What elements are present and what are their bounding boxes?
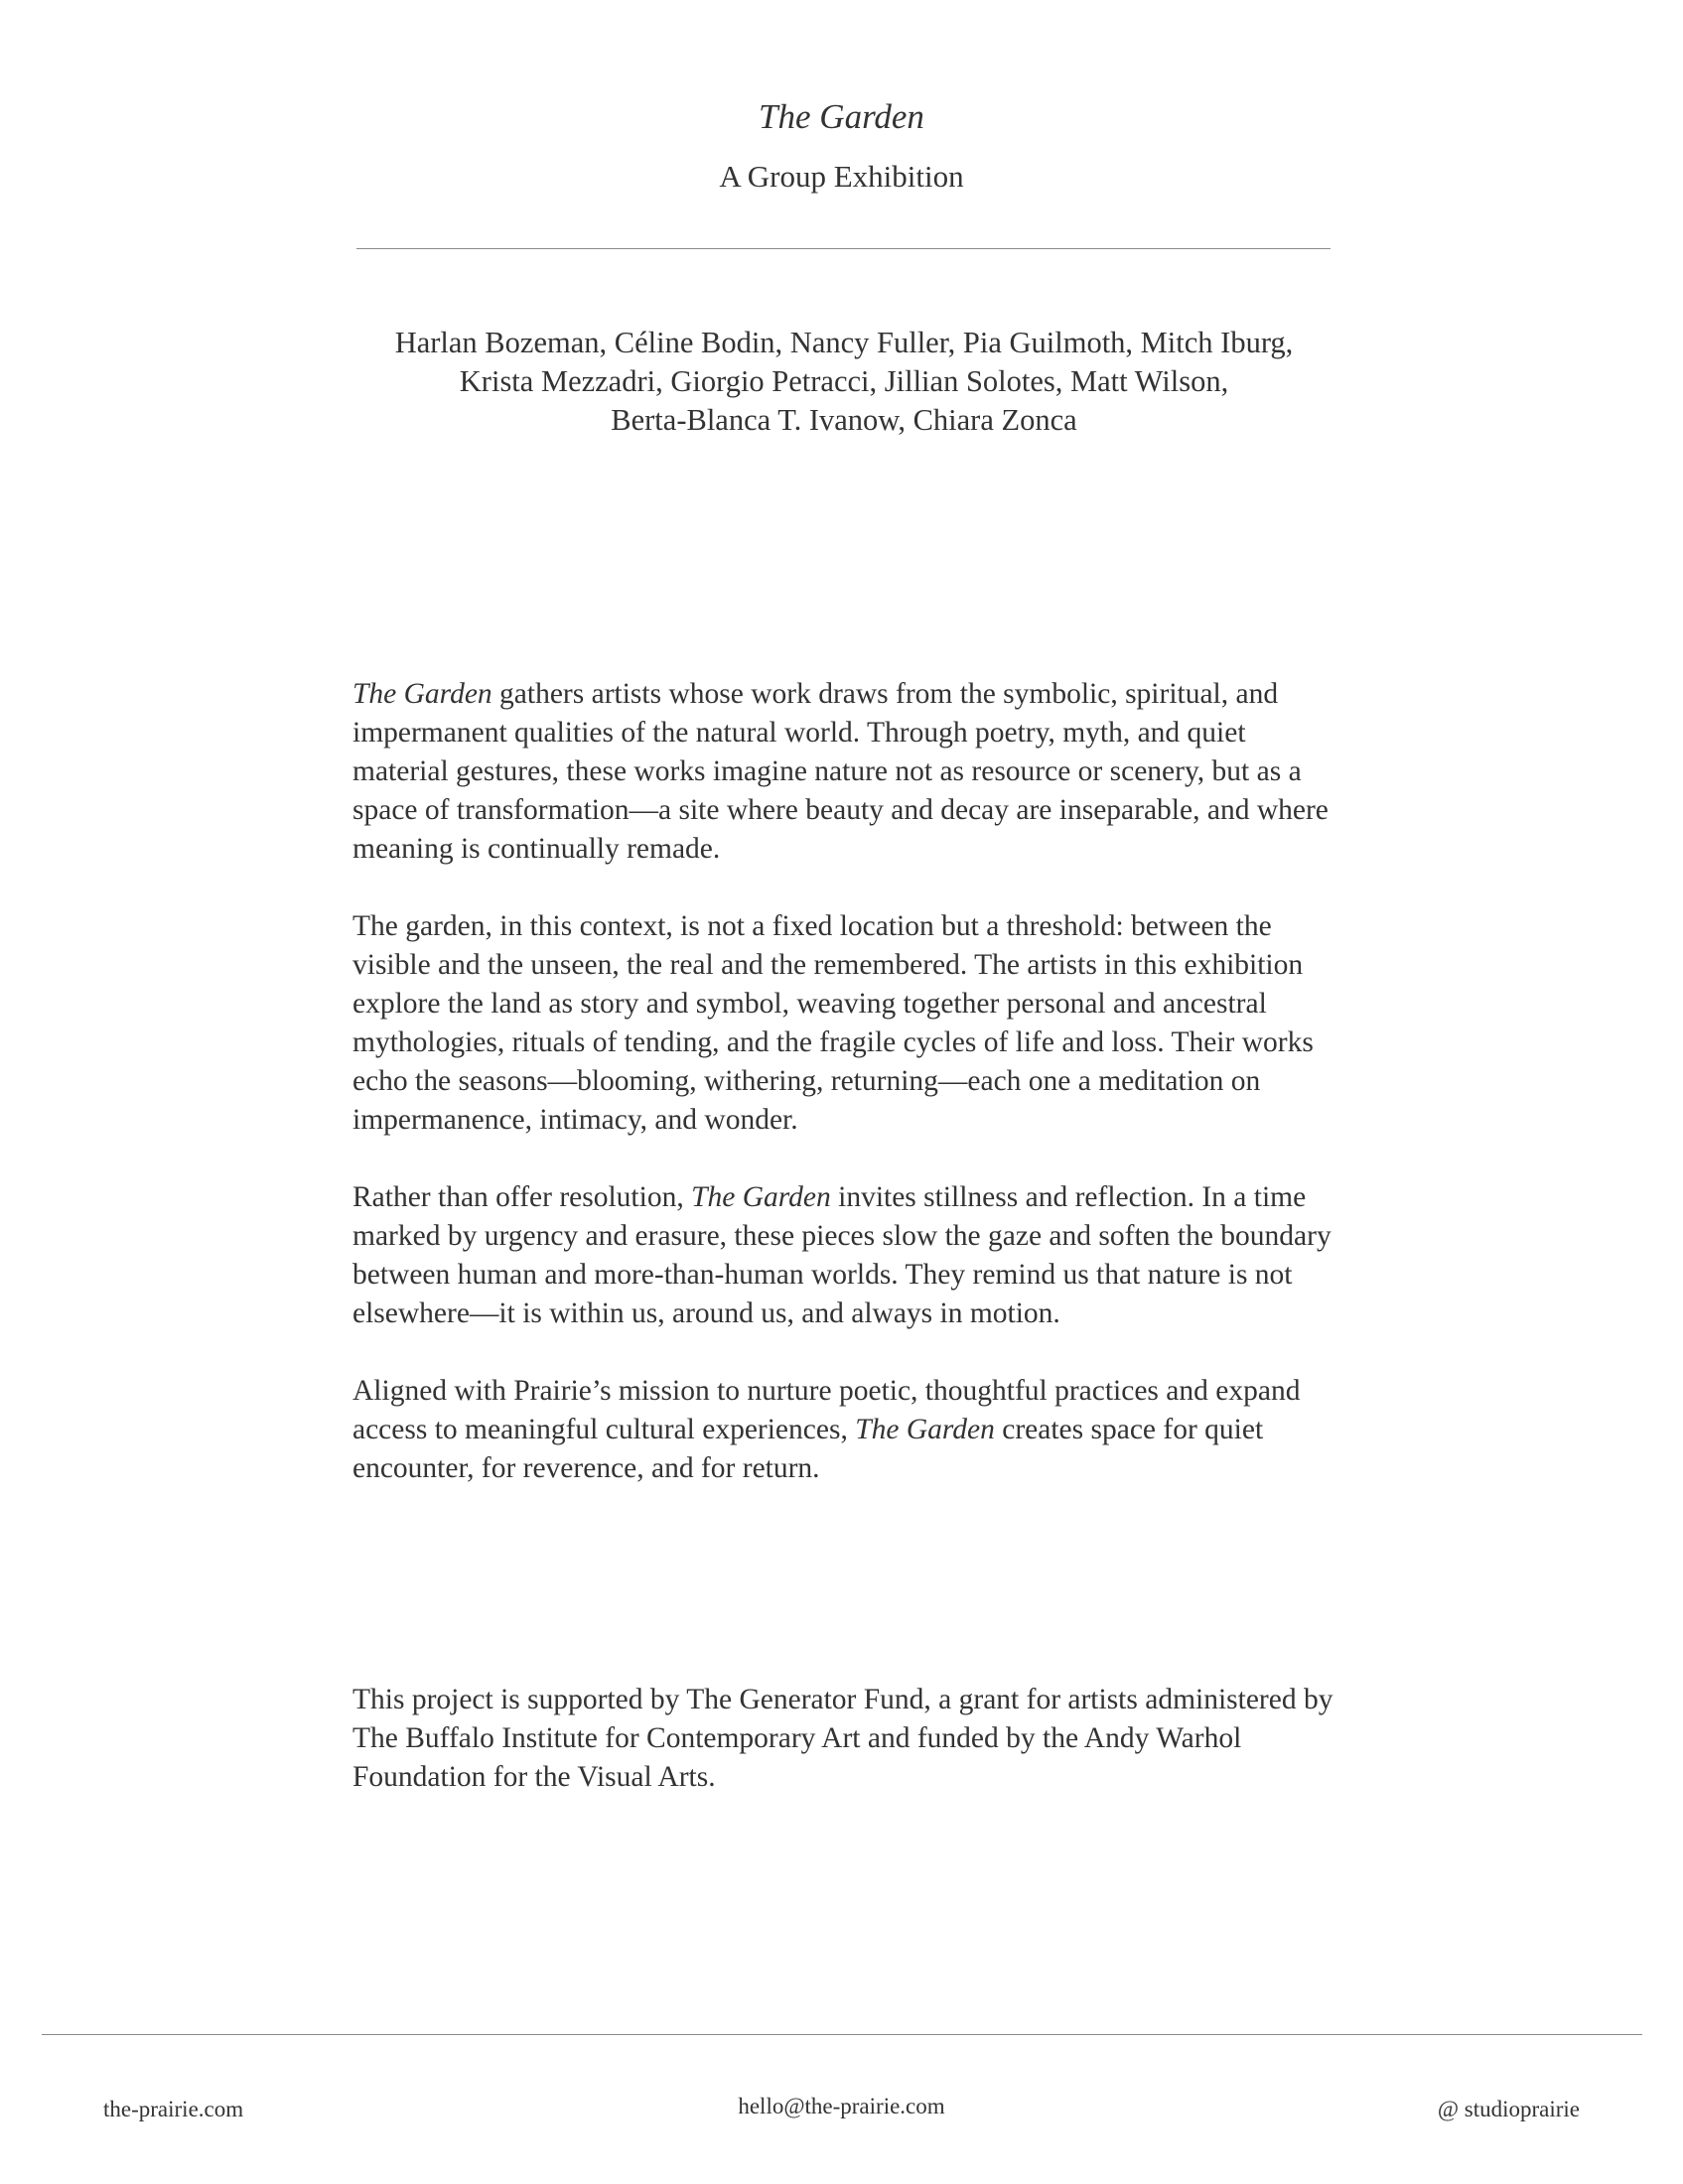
title-reference: The Garden bbox=[691, 1181, 831, 1213]
title-reference: The Garden bbox=[352, 678, 492, 710]
artist-list bbox=[318, 324, 1370, 440]
statement-paragraph-1 bbox=[352, 675, 1340, 869]
title-reference: The Garden bbox=[855, 1414, 995, 1445]
website-link[interactable]: the-prairie.com bbox=[103, 2097, 244, 2121]
paragraph-text: invites stillness and reflection. In a time marked by urgency and erasure, these pieces slow the gaze and soften the boundary between human and more-than-human worlds. They remind us that nature is not elsewhere—it is within us, around us, and always in motion. bbox=[352, 1181, 1332, 1329]
header-divider bbox=[356, 248, 1331, 249]
social-handle[interactable]: @ studioprairie bbox=[1437, 2097, 1580, 2121]
paragraph-text: Aligned with Prairie’s mission to nurture poetic, thoughtful practices and expand access to meaningful cultural experiences, bbox=[352, 1375, 1301, 1445]
funding-acknowledgement: This project is supported by The Generator Fund, a grant for artists administered by The Buffalo Institute for Contemporary Art and funded by the Andy Warhol Foundation for the Visual Arts. bbox=[352, 1684, 1333, 1793]
artist-list-line: Harlan Bozeman, Céline Bodin, Nancy Fuller, Pia Guilmoth, Mitch Iburg, bbox=[394, 326, 1294, 359]
paragraph-text: Rather than offer resolution, bbox=[352, 1181, 692, 1213]
exhibition-statement bbox=[352, 675, 1340, 1527]
paragraph-text: gathers artists whose work draws from the symbolic, spiritual, and impermanent qualities of the natural world. Through poetry, myth, and quiet material gestures, these works imagine nature not as resource or scenery, but as a space of transformation—a site where beauty and decay are inseparable, and where meaning is continually remade. bbox=[352, 678, 1329, 865]
exhibition-subtitle: A Group Exhibition bbox=[719, 159, 964, 194]
statement-paragraph-3 bbox=[352, 1178, 1340, 1333]
artist-list-line: Krista Mezzadri, Giorgio Petracci, Jillian Solotes, Matt Wilson, bbox=[459, 364, 1229, 398]
statement-paragraph-4 bbox=[352, 1372, 1340, 1488]
paragraph-text: creates space for quiet encounter, for reverence, and for return. bbox=[352, 1414, 1264, 1484]
statement-paragraph-2: The garden, in this context, is not a fixed location but a threshold: between the visible and the unseen, the real and the remembered. The artists in this exhibition explore the land as story and symbol, weaving together personal and ancestral mythologies, rituals of tending, and the fragile cycles of life and loss. Their works echo the seasons—blooming, withering, returning—each one a meditation on impermanence, intimacy, and wonder. bbox=[352, 910, 1314, 1136]
artist-list-line: Berta-Blanca T. Ivanow, Chiara Zonca bbox=[611, 403, 1077, 437]
footer-divider bbox=[42, 2034, 1642, 2035]
exhibition-title: The Garden bbox=[759, 97, 924, 136]
email-link[interactable]: hello@the-prairie.com bbox=[738, 2094, 945, 2118]
